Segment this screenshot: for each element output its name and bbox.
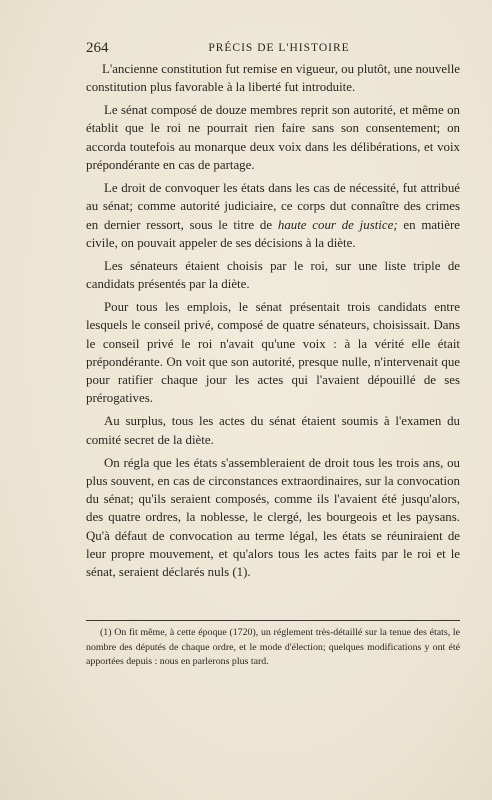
- body-text: [86, 60, 460, 586]
- page-number: 264: [86, 40, 109, 56]
- paragraph-4: Les sénateurs étaient choisis par le roi, sur une liste triple de candidats présentés par la diète.: [86, 258, 460, 292]
- paragraph-7: On régla que les états s'assembleraient de droit tous les trois ans, ou plus souvent, en cas de circonstances extraordinaires, sur la convocation du sénat; qu'ils seraient composés, comme ils l'avaient été jusqu'alors, des quatre ordres, la noblesse, le clergé, les bourgeois et les paysans. Qu'à défaut de convocation au terme légal, les états se réuniraient de leur propre mouvement, et qu'alors tous les actes faits par le roi et le sénat, seraient déclarés nuls (1).: [86, 455, 460, 580]
- page-header: [86, 40, 452, 58]
- paragraph-6: Au surplus, tous les actes du sénat étaient soumis à l'examen du comité secret de la diète.: [86, 414, 460, 447]
- paragraph-5: Pour tous les emplois, le sénat présentait trois candidats entre lesquels le conseil privé, composé de quatre sénateurs, choisissait. Dans le conseil privé le roi n'avait qu'une voix : à la vérité elle était prépondérante. On voit que son autorité, presque nulle, n'intervenait que pour ratifier chaque jour les actes qui l'avaient dépouillé de ses prérogatives.: [86, 299, 460, 406]
- paragraph-3-start: Le droit de convoquer les états dans les cas de nécessité, fut attribué au sénat; comme autorité judiciaire, ce corps dut connaître des crimes en dernier ressort, sous le titre de: [86, 180, 460, 232]
- footnote: [86, 626, 460, 670]
- footnote-divider: [86, 620, 460, 621]
- paragraph-3-end: en matière civile, on pouvait appeler de ses décisions à la diète.: [86, 217, 461, 250]
- running-title: PRÉCIS DE L'HISTOIRE: [208, 42, 350, 54]
- paragraph-1: L'ancienne constitution fut remise en vigueur, ou plutôt, une nouvelle constitution plus favorable à la liberté fut introduite.: [86, 62, 460, 95]
- italic-court-title: haute cour de justice;: [277, 217, 398, 232]
- footnote-text: (1) On fit même, à cette époque (1720), un réglement très-détaillé sur la tenue des états, le nombre des députés de chaque ordre, et le mode d'élection; quelques modifications y ont été apportées depuis : nous en parlerons plus tard.: [86, 627, 460, 667]
- paragraph-3: [86, 179, 460, 252]
- paragraph-2: Le sénat composé de douze membres reprit son autorité, et même on établit que le roi ne pourrait rien faire sans son consentement; on accorda toutefois au monarque deux voix dans les délibérations, et voix prépondérante en cas de partage.: [86, 103, 460, 173]
